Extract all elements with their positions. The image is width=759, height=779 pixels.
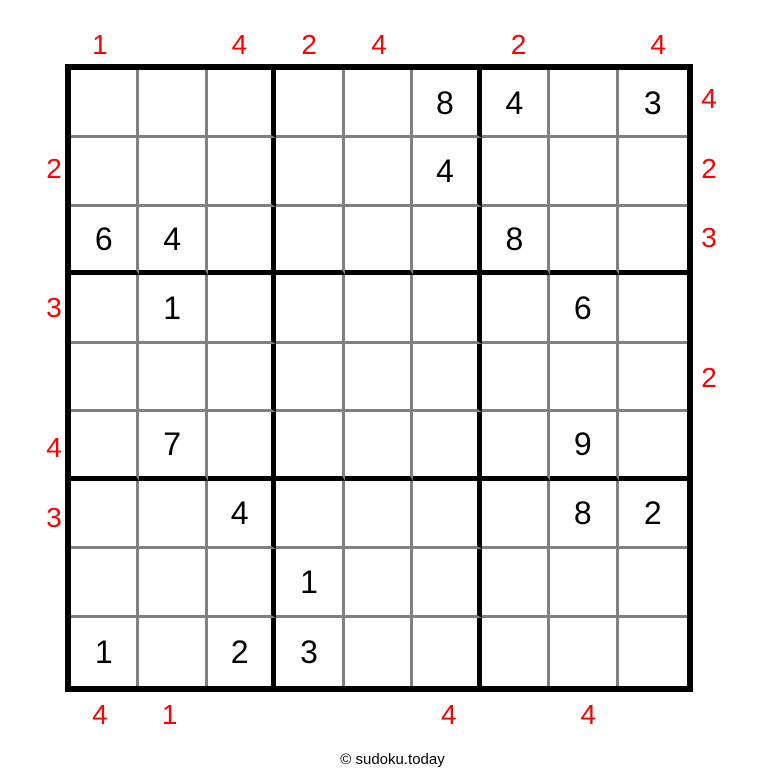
cell-r8c7[interactable] xyxy=(482,549,550,617)
cell-r9c2[interactable] xyxy=(139,618,207,686)
cell-r3c8[interactable] xyxy=(550,207,618,275)
cell-r1c8[interactable] xyxy=(550,70,618,138)
cell-r1c7[interactable]: 4 xyxy=(482,70,550,138)
cell-r4c5[interactable] xyxy=(345,275,413,343)
clue-top-8 xyxy=(553,28,623,62)
clue-top-7: 2 xyxy=(510,29,527,60)
clue-right-6 xyxy=(692,413,726,483)
clue-right-5: 2 xyxy=(701,361,717,393)
cell-r7c2[interactable] xyxy=(139,481,207,549)
cell-r8c9[interactable] xyxy=(619,549,687,617)
cell-r7c3[interactable]: 4 xyxy=(208,481,276,549)
cell-r9c1[interactable]: 1 xyxy=(71,618,139,686)
cell-r6c3[interactable] xyxy=(208,412,276,480)
cell-r6c7[interactable] xyxy=(482,412,550,480)
cell-r6c1[interactable] xyxy=(71,412,139,480)
cell-r9c6[interactable] xyxy=(413,618,481,686)
cell-r5c1[interactable] xyxy=(71,344,139,412)
cell-r6c8[interactable]: 9 xyxy=(550,412,618,480)
clue-right-8 xyxy=(692,552,726,622)
cell-r1c5[interactable] xyxy=(345,70,413,138)
cell-r4c8[interactable]: 6 xyxy=(550,275,618,343)
clue-right-9 xyxy=(692,622,726,692)
cell-r8c8[interactable] xyxy=(550,549,618,617)
cell-r3c4[interactable] xyxy=(276,207,344,275)
cell-r8c4[interactable]: 1 xyxy=(276,549,344,617)
clue-bottom-8: 4 xyxy=(580,699,597,730)
cell-r4c4[interactable] xyxy=(276,275,344,343)
cell-r5c5[interactable] xyxy=(345,344,413,412)
cell-r9c8[interactable] xyxy=(550,618,618,686)
cell-r4c9[interactable] xyxy=(619,275,687,343)
cell-r8c6[interactable] xyxy=(413,549,481,617)
clue-top-4: 2 xyxy=(301,29,317,60)
cell-r3c2[interactable]: 4 xyxy=(139,207,207,275)
cell-r8c3[interactable] xyxy=(208,549,276,617)
bottom-clues-row xyxy=(65,699,693,731)
cell-r2c8[interactable] xyxy=(550,138,618,206)
clue-bottom-1: 4 xyxy=(92,699,108,730)
clue-right-2: 2 xyxy=(701,152,717,184)
sudoku-grid xyxy=(65,64,693,692)
clue-bottom-7 xyxy=(484,699,554,731)
cell-r9c5[interactable] xyxy=(345,618,413,686)
cell-r3c6[interactable] xyxy=(413,207,481,275)
cell-r9c3[interactable]: 2 xyxy=(208,618,276,686)
cell-r4c7[interactable] xyxy=(482,275,550,343)
cell-r9c4[interactable]: 3 xyxy=(276,618,344,686)
cell-r4c1[interactable] xyxy=(71,275,139,343)
cell-r3c7[interactable]: 8 xyxy=(482,207,550,275)
clue-top-3: 4 xyxy=(231,29,248,60)
cell-r1c6[interactable]: 8 xyxy=(413,70,481,138)
cell-r4c2[interactable]: 1 xyxy=(139,275,207,343)
cell-r7c4[interactable] xyxy=(276,481,344,549)
cell-r3c3[interactable] xyxy=(208,207,276,275)
cell-r1c1[interactable] xyxy=(71,70,139,138)
cell-r5c4[interactable] xyxy=(276,344,344,412)
cell-r5c2[interactable] xyxy=(139,344,207,412)
clue-left-6: 4 xyxy=(46,431,62,463)
clue-bottom-3 xyxy=(205,699,275,731)
cell-r6c6[interactable] xyxy=(413,412,481,480)
clue-top-5: 4 xyxy=(371,29,387,60)
clue-top-6 xyxy=(414,28,484,62)
cell-r7c5[interactable] xyxy=(345,481,413,549)
cell-r5c3[interactable] xyxy=(208,344,276,412)
cell-r3c1[interactable]: 6 xyxy=(71,207,139,275)
right-clues-column xyxy=(692,64,726,692)
clue-bottom-9 xyxy=(623,699,693,731)
cell-r7c6[interactable] xyxy=(413,481,481,549)
clue-bottom-6: 4 xyxy=(440,699,457,730)
cell-r7c8[interactable]: 8 xyxy=(550,481,618,549)
clue-left-7: 3 xyxy=(46,501,62,533)
clue-top-2 xyxy=(135,28,205,62)
clue-left-2: 2 xyxy=(46,152,62,184)
cell-r2c6[interactable]: 4 xyxy=(413,138,481,206)
clue-right-7 xyxy=(692,483,726,553)
cell-r9c7[interactable] xyxy=(482,618,550,686)
cell-r2c9[interactable] xyxy=(619,138,687,206)
cell-r5c6[interactable] xyxy=(413,344,481,412)
cell-r6c9[interactable] xyxy=(619,412,687,480)
cell-r1c9[interactable]: 3 xyxy=(619,70,687,138)
cell-r2c1[interactable] xyxy=(71,138,139,206)
cell-r2c4[interactable] xyxy=(276,138,344,206)
top-clues-row xyxy=(65,28,693,62)
clue-right-4 xyxy=(692,273,726,343)
cell-r2c3[interactable] xyxy=(208,138,276,206)
clue-bottom-5 xyxy=(344,699,414,731)
cell-r1c3[interactable] xyxy=(208,70,276,138)
cell-r7c7[interactable] xyxy=(482,481,550,549)
cell-r9c9[interactable] xyxy=(619,618,687,686)
cell-r3c5[interactable] xyxy=(345,207,413,275)
cell-r4c6[interactable] xyxy=(413,275,481,343)
cell-r6c2[interactable]: 7 xyxy=(139,412,207,480)
clue-top-9: 4 xyxy=(650,29,666,60)
cell-r5c7[interactable] xyxy=(482,344,550,412)
cell-r4c3[interactable] xyxy=(208,275,276,343)
cell-r7c9[interactable]: 2 xyxy=(619,481,687,549)
copyright-text: © sudoku.today xyxy=(340,751,445,768)
clue-bottom-4 xyxy=(274,699,344,731)
clue-right-3: 3 xyxy=(701,222,717,254)
cell-r1c4[interactable] xyxy=(276,70,344,138)
cell-r5c9[interactable] xyxy=(619,344,687,412)
cell-r6c4[interactable] xyxy=(276,412,344,480)
cell-r1c2[interactable] xyxy=(139,70,207,138)
clue-right-1: 4 xyxy=(701,82,717,114)
cell-r8c5[interactable] xyxy=(345,549,413,617)
cell-r7c1[interactable] xyxy=(71,481,139,549)
clue-bottom-2: 1 xyxy=(161,699,178,730)
cell-r2c2[interactable] xyxy=(139,138,207,206)
cell-r2c5[interactable] xyxy=(345,138,413,206)
cell-r2c7[interactable] xyxy=(482,138,550,206)
clue-top-1: 1 xyxy=(92,29,108,60)
cell-r5c8[interactable] xyxy=(550,344,618,412)
cell-r8c2[interactable] xyxy=(139,549,207,617)
clue-left-4: 3 xyxy=(46,292,62,324)
cell-r8c1[interactable] xyxy=(71,549,139,617)
cell-r3c9[interactable] xyxy=(619,207,687,275)
cell-r6c5[interactable] xyxy=(345,412,413,480)
